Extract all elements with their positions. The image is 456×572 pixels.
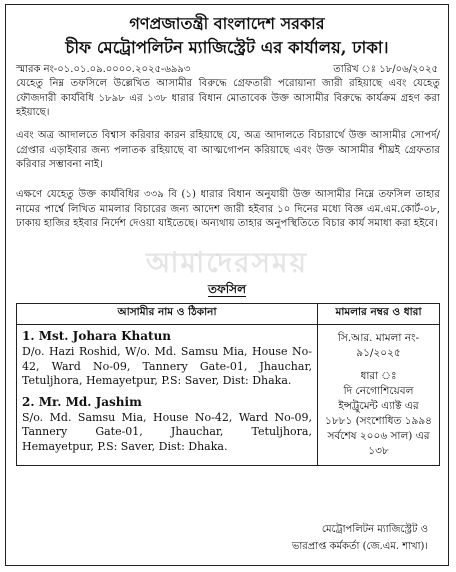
accused-2-address: S/o. Md. Samsu Mia, House No-42, Ward No-09, Tannery Gate-01, Jhauchar, Tetuljhora, Hemayetpur, P.S: Saver, Dist: Dhaka. [22, 410, 312, 453]
schedule-table [16, 303, 440, 466]
paragraph-2: এবং অত্র আদালতে বিশ্বাস করিবার কারন রহিয়াছে যে, অত্র আদালতে বিচারার্থে উক্ত আসামীর সোপর্দ/গ্রেপ্তার এড়াইবার জন্য পলাতক রহিয়াছে বা আত্মগোপন করিয়াছে এবং উক্ত আসামীর শীঘ্রই গ্রেফতার করিবার সম্ভাবনা নাই। [16, 130, 440, 170]
signatory-line-2: ভারপ্রাপ্ত কর্মকর্তা (জে.এম. শাখা)। [291, 541, 428, 552]
govt-title: গণপ্রজাতন্ত্রী বাংলাদেশ সরকার [129, 14, 325, 33]
accused-cell [17, 325, 318, 466]
newspaper-watermark: আমাদেরসময় [145, 246, 309, 279]
memo-reference: স্মারক নং-০১.০১.০৯.০০০০.২০২৫-৬৯৯৩ [16, 64, 191, 75]
section-label: ধারা ঃ [360, 370, 397, 382]
section-text: দি নেগোশিয়েবল ইন্সট্রুমেন্ট এ্যাক্ট এর ১৮৮১ (সংশোধিত ১৯৯৪ সর্বশেষ ২০০৬ সাল) এর ১৩৮ [325, 385, 432, 457]
case-column-header: মামলার নম্বর ও ধারা [318, 304, 440, 325]
notice-frame [5, 4, 449, 566]
schedule-header-row [17, 304, 440, 325]
office-title: চীফ মেট্রোপলিটন ম্যাজিস্ট্রেট এর কার্যালয়, ঢাকা। [65, 38, 389, 57]
memo-date: তারিখ ঃ ১৮/০৬/২০২৫ [333, 64, 438, 75]
accused-1-name: 1. Mst. Johara Khatun [22, 329, 172, 343]
accused-column-header: আসামীর নাম ও ঠিকানা [17, 304, 318, 325]
paragraph-1: যেহেতু নিম্ন তফসিলে উল্লেখিত আসামীর বিরুদ্ধে গ্রেফতারী পরোয়ানা জারী রহিয়াছে এবং যেহেতু ফৌজদারী কার্যবিধি ১৮৯৮ এর ১৩৮ ধারার বিধান মোতাবেক উক্ত আসামীর বিরুদ্ধে কার্যক্রম গ্রহণ করা হইয়াছে। [16, 78, 440, 118]
signatory-line-1: মেট্রোপলিটন ম্যাজিস্ট্রেট ও [321, 524, 428, 535]
paragraph-3: এক্ষণে যেহেতু উক্ত কার্যবিধির ৩৩৯ বি (১) ধারার বিধান অনুযায়ী উক্ত আসামীর নিম্নে তফসিল তাহার নামের পার্শ্বে লিখিত মামলার বিচারের জন্য আদেশ জারী হইবার ১০ দিনের মধ্যে বিজ্ঞ এম.এম.কোর্ট-০৮, ঢাকায় হাজির হইবার নির্দেশ দেওয়া যাইতেছে। অন্যথায় তাহার অনুপস্থিতিতে বিচার কার্য সমাধা করা হইবে। [16, 189, 440, 229]
schedule-row [17, 325, 440, 466]
accused-1-address: D/o. Hazi Roshid, W/o. Md. Samsu Mia, House No-42, Ward No-09, Tannery Gate-01, Jhauchar, Tetuljhora, Hemayetpur, P.S: Saver, Dist: Dhaka. [22, 345, 312, 387]
schedule-caption [6, 281, 448, 301]
schedule-caption-text: তফসিল [207, 282, 247, 296]
case-number: সি.আর. মামলা নং- ৯১/২০২৫ [337, 332, 420, 359]
case-cell [318, 325, 440, 466]
accused-2-name: 2. Mr. Md. Jashim [22, 394, 142, 409]
